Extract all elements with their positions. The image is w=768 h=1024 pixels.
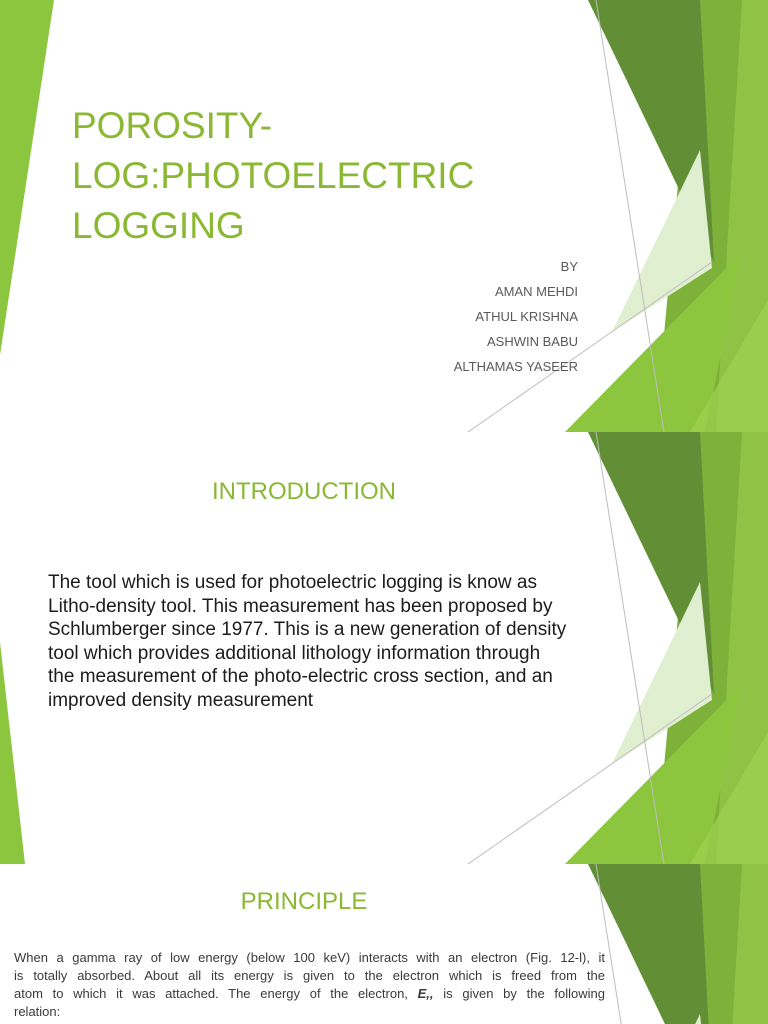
author-name: ALTHAMAS YASEER [453, 359, 578, 374]
body-text-fragment: atom to which it was attached. The energy of the electron, [14, 986, 408, 1001]
slide-heading: INTRODUCTION [212, 478, 396, 505]
body-line: tool which provides additional lithology information through [48, 642, 541, 664]
title-line: LOGGING [72, 205, 245, 246]
author-name: AMAN MEHDI [494, 284, 578, 299]
title-line: LOG:PHOTOELECTRIC [72, 155, 475, 196]
body-line [14, 985, 605, 1003]
author-list [454, 254, 578, 379]
body-line: the measurement of the photo-electric cross section, and an [48, 666, 553, 687]
body-line: Litho-density tool. This measurement has been proposed by [48, 595, 553, 617]
author-name: ASHWIN BABU [486, 334, 578, 349]
body-line: The tool which is used for photoelectric logging is know as [48, 572, 537, 593]
author-name: ATHUL KRISHNA [475, 309, 578, 324]
body-line: improved density measurement [48, 689, 314, 711]
slide-body-text [14, 949, 605, 1021]
title-slide [0, 0, 768, 432]
body-text-fragment: is given by the following [443, 986, 605, 1001]
byline-label: BY [560, 259, 578, 274]
slide-heading: PRINCIPLE [240, 888, 368, 915]
body-line: Schlumberger since 1977. This is a new generation of density [48, 619, 567, 640]
slide-body-text [48, 571, 566, 712]
title-line: POROSITY- [72, 105, 273, 146]
body-line: relation: [14, 1004, 61, 1019]
left-accent-triangle [0, 0, 54, 355]
introduction-slide [0, 432, 768, 864]
presentation-title [72, 101, 474, 251]
left-accent-triangle [0, 642, 25, 864]
electron-energy-symbol: E,, [417, 986, 434, 1001]
principle-slide [0, 864, 768, 1024]
body-line: is totally absorbed. About all its energy is given to the electron which is freed from the [14, 968, 605, 983]
body-line: When a gamma ray of low energy (below 100 keV) interacts with an electron (Fig. 12-l), it [14, 950, 605, 965]
